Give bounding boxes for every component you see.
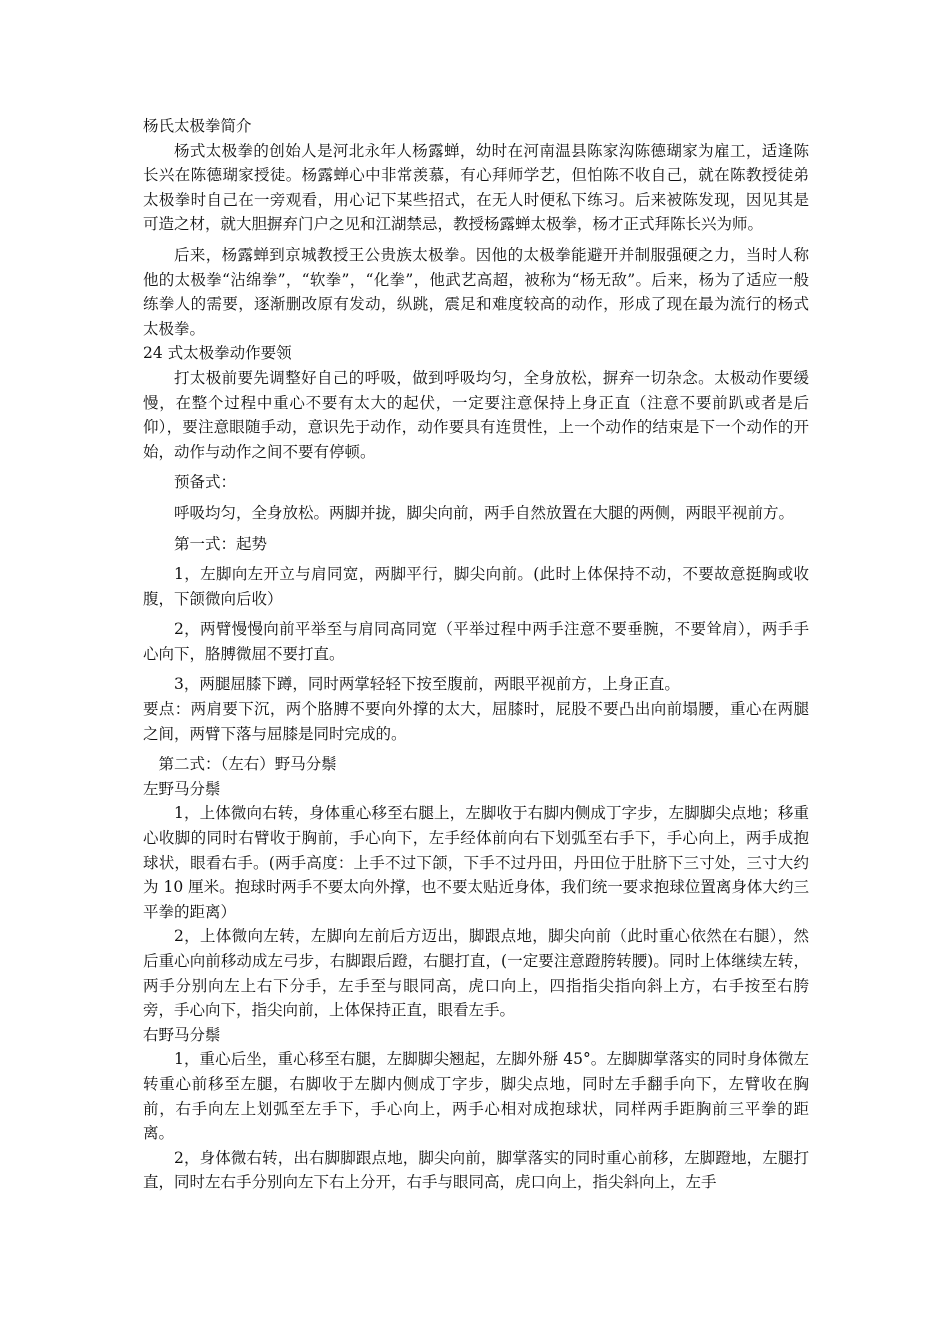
right-wild-horse-title: 右野马分鬃	[143, 1025, 221, 1044]
right-step1: 1，重心后坐，重心移至右腿，左脚脚尖翘起，左脚外掰 45°。左脚脚掌落实的同时身体微左转重心前移至左腿，右脚收于左脚内侧成丁字步，脚尖点地，同时左手翻手向下，左臂收在胸前，右手向左上划弧至左手下，手心向上，两手心相对成抱球状，同样两手距胸前三平拳的距离。	[143, 1050, 809, 1143]
left-step1: 1，上体微向右转，身体重心移至右腿上，左脚收于右脚内侧成丁字步，左脚脚尖点地；移重心收脚的同时右臂收于胸前，手心向下，左手经体前向右下划弧至右手下，手心向上，两手成抱球状，眼看右手。(两手高度：上手不过下颌，下手不过丹田，丹田位于肚脐下三寸处，三寸大约为 10 厘米。抱球时两手不要太向外撑，也不要太贴近身体，我们统一要求抱球位置离身体大约三平拳的距离）	[143, 804, 809, 921]
form1-title: 第一式：起势	[174, 534, 268, 553]
preparation-title: 预备式：	[174, 473, 237, 492]
preparation-text: 呼吸均匀，全身放松。两脚并拢，脚尖向前，两手自然放置在大腿的两侧，两眼平视前方。	[174, 503, 795, 522]
form1-key-points: 要点：两肩要下沉，两个胳膊不要向外撑的太大，屈膝时，屁股不要凸出向前塌腰，重心在两腿之间，两臂下落与屈膝是同时完成的。	[143, 700, 809, 743]
paragraph-history: 后来，杨露蝉到京城教授王公贵族太极拳。因他的太极拳能避开并制服强硬之力，当时人称他的太极拳“沾绵拳”，“软拳”，“化拳”，他武艺高超，被称为“杨无敌”。后来，杨为了适应一般练拳人的需要，逐渐删改原有发动，纵跳，震足和难度较高的动作，形成了现在最为流行的杨式太极拳。	[143, 245, 809, 338]
form1-step2: 2，两臂慢慢向前平举至与肩同高同宽（平举过程中两手注意不要垂腕，不要耸肩），两手手心向下，胳膊微屈不要打直。	[143, 620, 809, 663]
section-title-24-forms: 24 式太极拳动作要领	[143, 344, 292, 363]
right-step2: 2，身体微右转，出右脚脚跟点地，脚尖向前，脚掌落实的同时重心前移，左脚蹬地，左腿打直，同时左右手分别向左下右上分开，右手与眼同高，虎口向上，指尖斜向上，左手	[143, 1148, 809, 1192]
document-page	[143, 114, 809, 1195]
paragraph-intro: 打太极前要先调整好自己的呼吸，做到呼吸均匀，全身放松，摒弃一切杂念。太极动作要缓慢，在整个过程中重心不要有太大的起伏，一定要注意保持上身正直（注意不要前趴或者是后仰），要注意眼随手动，意识先于动作，动作要具有连贯性，上一个动作的结束是下一个动作的开始，动作与动作之间不要有停顿。	[143, 368, 809, 461]
form2-title: 第二式：（左右）野马分鬃	[158, 755, 337, 774]
form1-step1: 1，左脚向左开立与肩同宽，两脚平行，脚尖向前。(此时上体保持不动，不要故意挺胸或收腹，下颌微向后收）	[143, 565, 809, 608]
left-step2: 2，上体微向左转，左脚向左前后方迈出，脚跟点地，脚尖向前（此时重心依然在右腿），然后重心向前移动成左弓步，右脚跟后蹬，右腿打直，(一定要注意蹬胯转腰)。同时上体继续左转，两手分别向左上右下分手，左手至与眼同高，虎口向上，四指指尖指向斜上方，右手按至右胯旁，手心向下，指尖向前，上体保持正直，眼看左手。	[143, 927, 809, 1020]
paragraph-founder: 杨式太极拳的创始人是河北永年人杨露蝉，幼时在河南温县陈家沟陈德瑚家为雇工，适逢陈长兴在陈德瑚家授徒。杨露蝉心中非常羡慕，有心拜师学艺，但怕陈不收自己，就在陈教授徒弟太极拳时自己在一旁观看，用心记下某些招式，在无人时便私下练习。后来被陈发现，因见其是可造之材，就大胆摒弃门户之见和江湖禁忌，教授杨露蝉太极拳，杨才正式拜陈长兴为师。	[143, 141, 809, 234]
section-title-yang-intro: 杨氏太极拳简介	[143, 117, 252, 135]
form1-step3: 3，两腿屈膝下蹲，同时两掌轻轻下按至腹前，两眼平视前方，上身正直。	[174, 675, 680, 694]
left-wild-horse-title: 左野马分鬃	[143, 779, 221, 798]
